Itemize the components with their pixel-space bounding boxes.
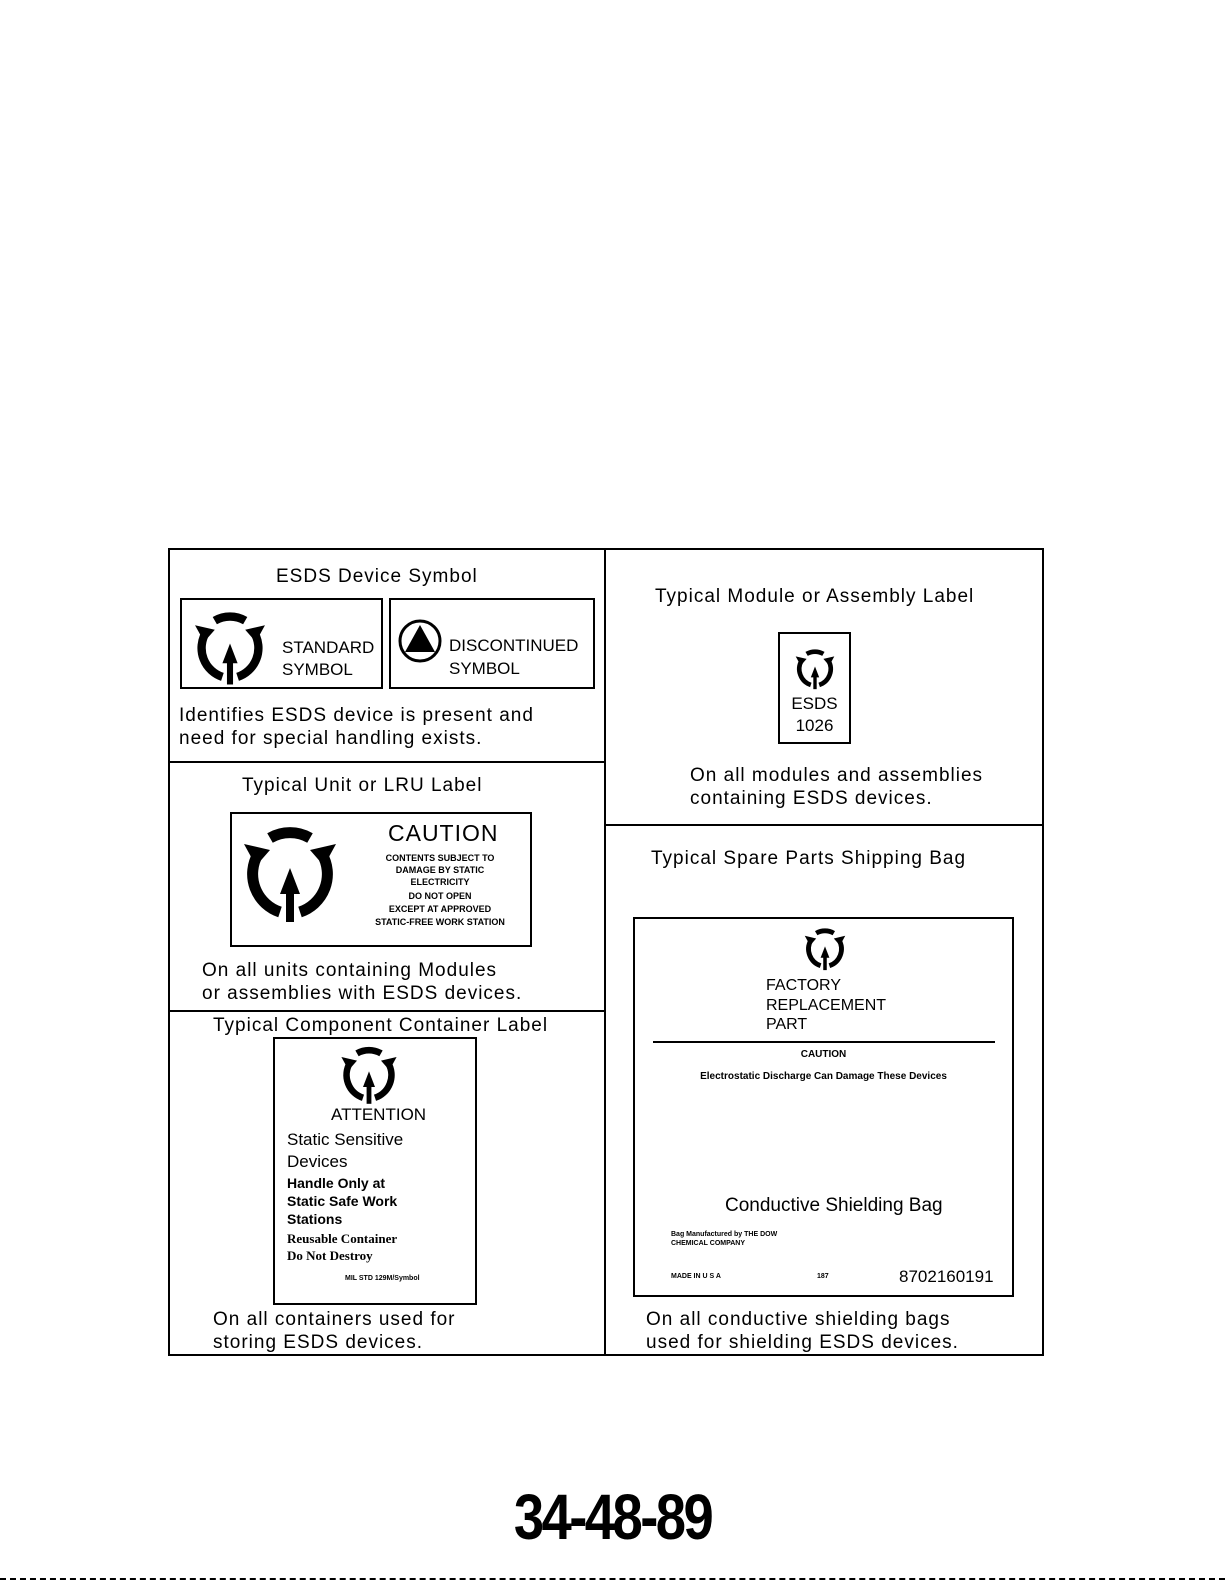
esd-component-icon bbox=[339, 1045, 399, 1105]
shipping-bag-desc-1: On all conductive shielding bags bbox=[646, 1309, 951, 1330]
component-label-heading: Typical Component Container Label bbox=[213, 1015, 549, 1036]
component-line-6: Reusable Container bbox=[287, 1231, 398, 1246]
standard-line2: SYMBOL bbox=[282, 660, 353, 679]
bag-line-1: FACTORY bbox=[766, 977, 841, 994]
standard-symbol-box bbox=[180, 598, 383, 689]
bottom-rule bbox=[0, 1578, 1225, 1580]
esd-standard-icon bbox=[192, 610, 268, 686]
bag-caution: CAUTION bbox=[800, 1049, 847, 1060]
unit-label-desc-2: or assemblies with ESDS devices. bbox=[202, 983, 523, 1004]
esd-discontinued-icon bbox=[397, 618, 443, 664]
bag-name: Conductive Shielding Bag bbox=[725, 1195, 943, 1216]
component-line-4: Static Safe Work bbox=[287, 1193, 398, 1209]
esds-symbol-desc-1: Identifies ESDS device is present and bbox=[179, 705, 534, 726]
module-esds-tag bbox=[778, 632, 851, 744]
unit-caution-line-5: EXCEPT AT APPROVED bbox=[388, 904, 492, 914]
component-line-3: Handle Only at bbox=[287, 1175, 386, 1191]
component-container-label bbox=[273, 1037, 477, 1305]
bag-serial: 8702160191 bbox=[899, 1267, 994, 1286]
discontinued-line1: DISCONTINUED bbox=[449, 636, 579, 655]
component-label-desc-1: On all containers used for bbox=[213, 1309, 456, 1330]
module-label-desc-2: containing ESDS devices. bbox=[690, 788, 933, 809]
unit-caution-line-2: DAMAGE BY STATIC bbox=[395, 865, 485, 875]
esd-bag-icon bbox=[803, 927, 847, 971]
shipping-bag-heading: Typical Spare Parts Shipping Bag bbox=[651, 848, 967, 869]
unit-caution-line-6: STATIC-FREE WORK STATION bbox=[375, 917, 505, 927]
component-line-5: Stations bbox=[287, 1211, 343, 1227]
bag-line-2: REPLACEMENT bbox=[766, 997, 887, 1014]
component-line-1: Static Sensitive bbox=[287, 1130, 404, 1149]
shipping-bag-desc-2: used for shielding ESDS devices. bbox=[646, 1332, 959, 1353]
discontinued-symbol-box bbox=[389, 598, 595, 689]
component-line-7: Do Not Destroy bbox=[287, 1248, 373, 1263]
component-line-2: Devices bbox=[287, 1152, 348, 1171]
bag-line-3: PART bbox=[766, 1016, 808, 1033]
unit-label-heading: Typical Unit or LRU Label bbox=[242, 775, 483, 796]
component-footnote: MIL STD 129M/Symbol bbox=[345, 1275, 420, 1282]
bag-maker-2: CHEMICAL COMPANY bbox=[671, 1240, 746, 1247]
module-tag-line2: 1026 bbox=[795, 716, 834, 735]
module-label-heading: Typical Module or Assembly Label bbox=[655, 586, 975, 607]
esd-unit-icon bbox=[240, 824, 340, 924]
page-number: 34-48-89 bbox=[513, 1481, 712, 1553]
esd-module-icon bbox=[794, 648, 836, 690]
unit-label-desc-1: On all units containing Modules bbox=[202, 960, 498, 981]
bag-code: 187 bbox=[817, 1273, 829, 1280]
standard-line1: STANDARD bbox=[282, 638, 375, 657]
bag-maker-1: Bag Manufactured by THE DOW bbox=[671, 1231, 778, 1238]
unit-caution-line-1: CONTENTS SUBJECT TO bbox=[385, 853, 495, 863]
shipping-bag-label bbox=[633, 917, 1014, 1297]
unit-caution-label bbox=[230, 812, 532, 947]
module-tag-line1: ESDS bbox=[791, 694, 838, 713]
bag-made-in: MADE IN U S A bbox=[671, 1273, 721, 1280]
unit-caution-title: CAUTION bbox=[388, 820, 499, 846]
bag-warning: Electrostatic Discharge Can Damage These Devices bbox=[700, 1071, 947, 1082]
module-label-desc-1: On all modules and assemblies bbox=[690, 765, 984, 786]
unit-caution-line-3: ELECTRICITY bbox=[410, 877, 470, 887]
esds-symbol-desc-2: need for special handling exists. bbox=[179, 728, 483, 749]
component-label-desc-2: storing ESDS devices. bbox=[213, 1332, 424, 1353]
component-attention: ATTENTION bbox=[331, 1105, 427, 1124]
discontinued-line2: SYMBOL bbox=[449, 659, 520, 678]
esds-symbol-heading: ESDS Device Symbol bbox=[276, 566, 478, 587]
unit-caution-line-4: DO NOT OPEN bbox=[408, 891, 472, 901]
